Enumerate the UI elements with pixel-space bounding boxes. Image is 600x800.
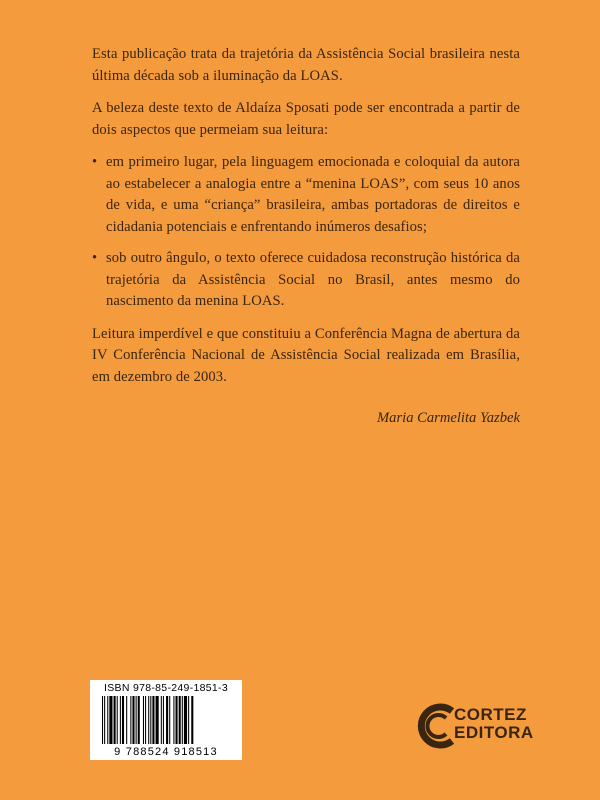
barcode-bar: [120, 696, 121, 744]
barcode-graphic: [102, 696, 232, 744]
barcode-bar: [138, 696, 140, 744]
aspects-list: [92, 152, 520, 313]
barcode-bar: [173, 696, 174, 744]
barcode-bar: [166, 696, 168, 744]
barcode-bar: [169, 696, 170, 744]
barcode-bar: [148, 696, 149, 744]
barcode-bar: [184, 696, 187, 744]
list-item: [92, 248, 520, 313]
barcode-bar: [117, 696, 118, 744]
barcode-bar: [156, 696, 159, 744]
barcode-bar: [161, 696, 162, 744]
barcode-bar: [188, 696, 189, 744]
synopsis-text: [92, 44, 520, 399]
barcode-bar: [132, 696, 134, 744]
barcode-bar: [136, 696, 137, 744]
paragraph-aspects: A beleza deste texto de Aldaíza Sposati pode ser encontrada a partir de dois aspectos que permeiam sua leitura:: [92, 100, 520, 138]
barcode-digits: 9 788524 918513: [114, 746, 218, 758]
publisher-name-line-2: EDITORA: [454, 723, 534, 742]
list-item: [92, 152, 520, 238]
barcode-bar: [145, 696, 146, 744]
bullet-text: sob outro ângulo, o texto oferece cuidadosa reconstrução histórica da trajetória da Assistência Social no Brasil, antes mesmo do nascimento da menina LOAS.: [106, 250, 520, 309]
bullet-text: em primeiro lugar, pela linguagem emocionada e coloquial da autora ao estabelecer a analogia entre a “menina LOAS”, com seus 10 anos de vida, e uma “criança” brasileira, ambas portadoras de direitos e cidadania potenciais e enfrentando inúmeros desafios;: [106, 154, 520, 235]
bullet-icon: •: [92, 154, 98, 170]
barcode-bar: [191, 696, 193, 744]
barcode-bar: [107, 696, 108, 744]
barcode-bar: [102, 696, 103, 744]
publisher-logo: [416, 703, 534, 749]
paragraph-intro: Esta publicação trata da trajetória da Assistência Social brasileira nesta última década sob a iluminação da LOAS.: [92, 46, 520, 84]
author-signature: Maria Carmelita Yazbek: [377, 410, 520, 426]
barcode-bar: [143, 696, 144, 744]
barcode-bar: [150, 696, 151, 744]
isbn-barcode: [90, 680, 242, 760]
publisher-name: [454, 706, 534, 742]
barcode-bars: [102, 696, 232, 744]
barcode-bar: [126, 696, 127, 744]
barcode-bar: [179, 696, 181, 744]
isbn-label: ISBN 978-85-249-1851-3: [104, 682, 228, 694]
barcode-bar: [109, 696, 112, 744]
barcode-bar: [182, 696, 183, 744]
barcode-bar: [152, 696, 154, 744]
barcode-bar: [122, 696, 124, 744]
barcode-bar: [104, 696, 105, 744]
barcode-bar: [114, 696, 116, 744]
paragraph-conference: Leitura imperdível e que constituiu a Conferência Magna de abertura da IV Conferência Nacional de Assistência Social realizada em Brasília, em dezembro de 2003.: [92, 325, 520, 385]
barcode-bar: [163, 696, 164, 744]
barcode-bar: [176, 696, 178, 744]
bullet-icon: •: [92, 250, 98, 266]
publisher-name-line-1: CORTEZ: [454, 705, 527, 724]
barcode-bar: [130, 696, 131, 744]
